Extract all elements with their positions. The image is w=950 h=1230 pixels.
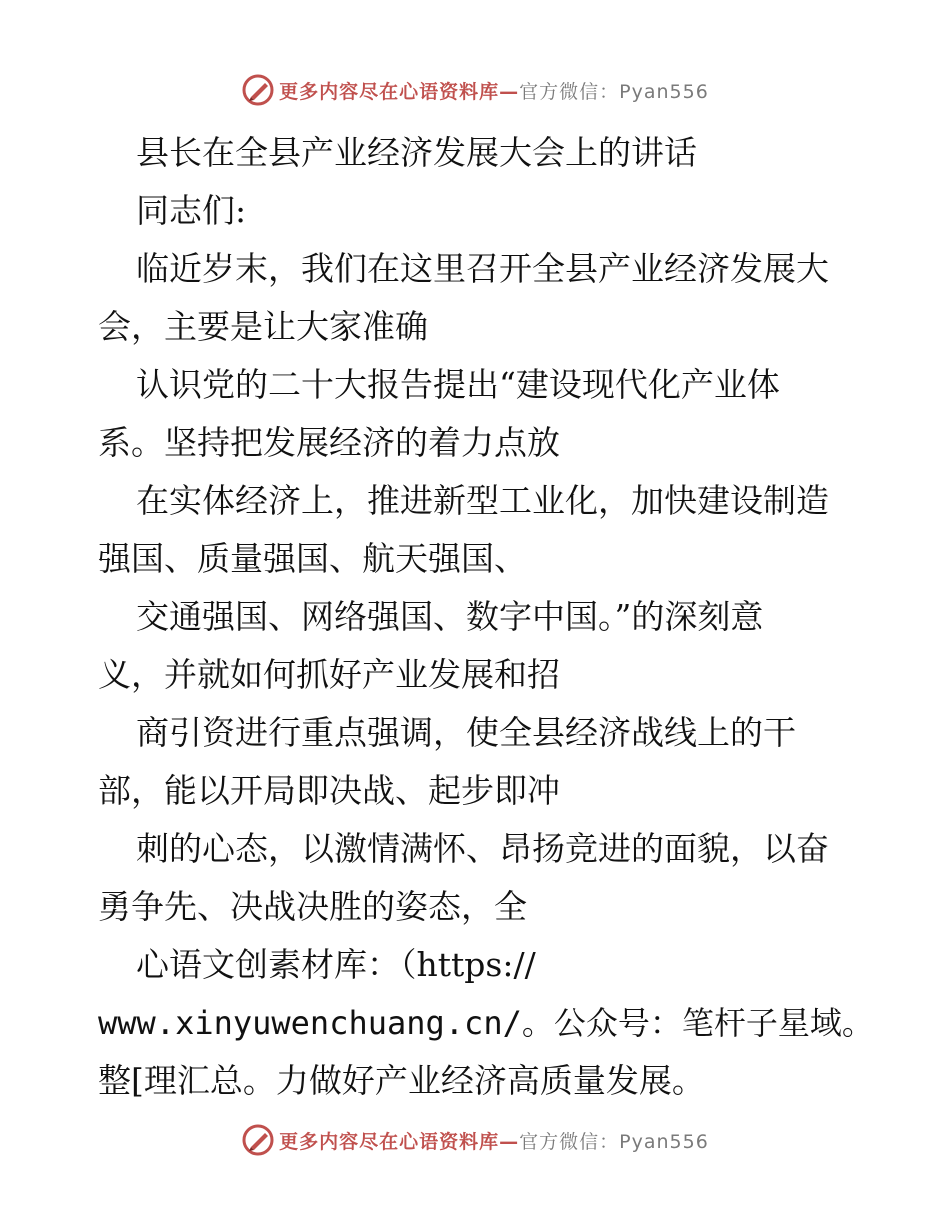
pen-logo-icon <box>241 73 275 107</box>
pen-logo-icon <box>241 1123 275 1157</box>
paragraph-line: 在实体经济上，推进新型工业化，加快建设制造 <box>136 481 829 520</box>
paragraph-line: 系。坚持把发展经济的着力点放 <box>98 423 560 462</box>
paragraph-line: 部，能以开局即决战、起步即冲 <box>98 771 560 810</box>
paragraph-line: 会，主要是让大家准确 <box>98 307 428 346</box>
paragraph-line: 整[理汇总。力做好产业经济高质量发展。 <box>98 1061 705 1100</box>
document-title: 县长在全县产业经济发展大会上的讲话 <box>136 133 697 172</box>
banner-text: 更多内容尽在心语资料库— <box>279 1130 520 1153</box>
banner-wechat: 官方微信：Pyan556 <box>519 80 709 103</box>
paragraph-line: 临近岁末，我们在这里召开全县产业经济发展大 <box>136 249 829 288</box>
paragraph-line: 强国、质量强国、航天强国、 <box>98 539 527 578</box>
url-line: www.xinyuwenchuang.cn/。公众号：笔杆子星域。 <box>98 1004 874 1042</box>
paragraph-line: 认识党的二十大报告提出“建设现代化产业体 <box>136 365 780 404</box>
paragraph-line: 义，并就如何抓好产业发展和招 <box>98 655 560 694</box>
header-banner <box>0 70 950 110</box>
paragraph-line: 刺的心态，以激情满怀、昂扬竞进的面貌，以奋 <box>136 829 829 868</box>
paragraph-line: 勇争先、决战决胜的姿态，全 <box>98 887 527 926</box>
paragraph-line: 心语文创素材库：（https:// <box>136 945 536 984</box>
paragraph-line: 商引资进行重点强调，使全县经济战线上的干 <box>136 713 796 752</box>
banner-wechat: 官方微信：Pyan556 <box>519 1130 709 1153</box>
salutation: 同志们: <box>136 191 247 230</box>
footer-banner <box>0 1120 950 1160</box>
document-body <box>98 124 874 1110</box>
paragraph-line: 交通强国、网络强国、数字中国。”的深刻意 <box>136 597 764 636</box>
banner-text: 更多内容尽在心语资料库— <box>279 80 520 103</box>
